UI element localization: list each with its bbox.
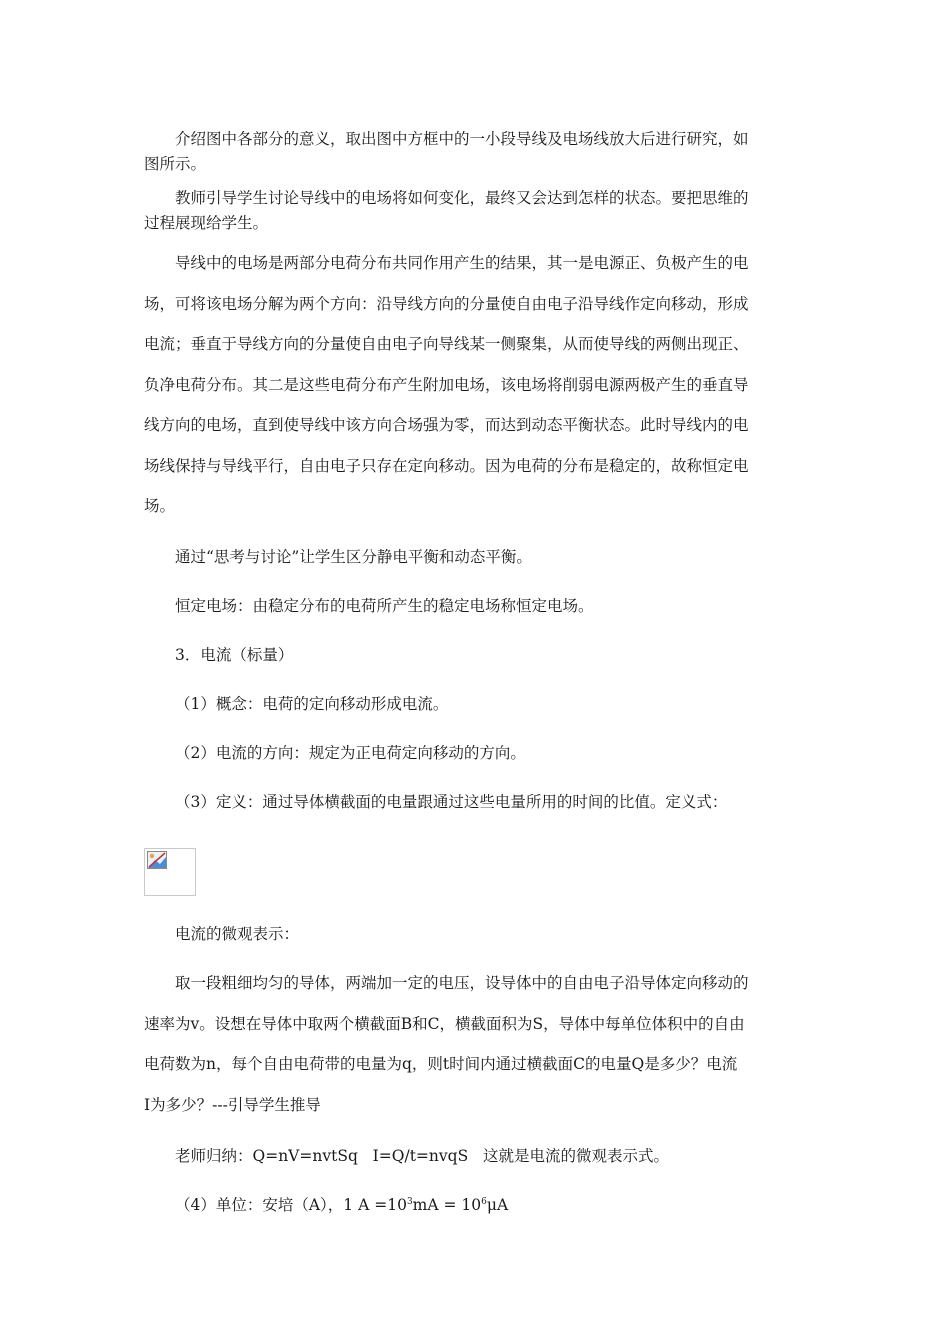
paragraph-summary <box>144 1136 808 1177</box>
unit-mid: mA = 10 <box>412 1196 482 1214</box>
paragraph-line: 负净电荷分布。其二是这些电荷分布产生附加电场，该电场将削弱电源两极产生的垂直导 <box>144 375 749 394</box>
item-unit <box>144 1185 808 1226</box>
paragraph-line: 通过“思考与讨论”让学生区分静电平衡和动态平衡。 <box>175 548 532 566</box>
paragraph-micro-heading <box>144 914 808 955</box>
paragraph-line: 场，可将该电场分解为两个方向：沿导线方向的分量使自由电子沿导线作定向移动，形成 <box>144 294 749 313</box>
list-item: （2）电流的方向：规定为正电荷定向移动的方向。 <box>175 744 526 762</box>
paragraph-line: 恒定电场：由稳定分布的电荷所产生的稳定电场称恒定电场。 <box>175 597 594 615</box>
formula-image-placeholder <box>144 848 196 896</box>
paragraph-line: 电荷数为n，每个自由电荷带的电量为q，则t时间内通过横截面C的电量Q是多少？电流 <box>144 1055 738 1073</box>
paragraph-line: 电流的微观表示： <box>175 925 300 943</box>
list-item: （3）定义：通过导体横截面的电量跟通过这些电量所用的时间的比值。定义式： <box>175 793 728 811</box>
exponent-6: 6 <box>481 1196 487 1207</box>
paragraph-line: 场。 <box>144 497 176 515</box>
paragraph-electric-field <box>144 243 808 527</box>
paragraph-line: 电流；垂直于导线方向的分量使自由电子向导线某一侧聚集，从而使导线的两侧出现正、 <box>144 335 749 353</box>
section-heading: 3．电流（标量） <box>175 646 294 664</box>
section-heading-current <box>144 635 808 676</box>
paragraph-discussion <box>144 537 808 578</box>
list-item: （1）概念：电荷的定向移动形成电流。 <box>175 695 449 713</box>
item-concept <box>144 684 808 725</box>
broken-image-icon <box>147 851 167 869</box>
paragraph-line: 速率为v。设想在导体中取两个横截面B和C，横截面积为S，导体中每单位体积中的自由 <box>144 1014 745 1033</box>
unit-suffix: μA <box>486 1196 509 1214</box>
paragraph-teacher-guide <box>144 186 808 236</box>
paragraph-line: 过程展现给学生。 <box>144 214 269 232</box>
exponent-3: 3 <box>406 1196 413 1207</box>
paragraph-line: I为多少？---引导学生推导 <box>144 1095 321 1114</box>
paragraph-intro <box>144 127 808 177</box>
item-direction <box>144 733 808 774</box>
paragraph-line: 场线保持与导线平行，自由电子只存在定向移动。因为电荷的分布是稳定的，故称恒定电 <box>144 456 749 475</box>
paragraph-line: 教师引导学生讨论导线中的电场将如何变化，最终又会达到怎样的状态。要把思维的 <box>175 189 749 207</box>
paragraph-line: 老师归纳：Q=nV=nvtSq I=Q/t=nvqS 这就是电流的微观表示式。 <box>175 1147 669 1165</box>
paragraph-line: 线方向的电场，直到使导线中该方向合场强为零，而达到动态平衡状态。此时导线内的电 <box>144 416 749 434</box>
definition-constant-field <box>144 586 808 627</box>
paragraph-micro-derivation <box>144 963 808 1125</box>
item-definition <box>144 782 808 823</box>
paragraph-line: 取一段粗细均匀的导体，两端加一定的电压，设导体中的自由电子沿导体定向移动的 <box>175 974 749 992</box>
unit-prefix: （4）单位：安培（A），1 A =10 <box>175 1196 407 1214</box>
paragraph-line: 图所示。 <box>144 155 207 173</box>
paragraph-line: 导线中的电场是两部分电荷分布共同作用产生的结果，其一是电源正、负极产生的电 <box>175 254 749 272</box>
list-item <box>144 1185 808 1226</box>
paragraph-line: 介绍图中各部分的意义，取出图中方框中的一小段导线及电场线放大后进行研究，如 <box>175 130 749 148</box>
